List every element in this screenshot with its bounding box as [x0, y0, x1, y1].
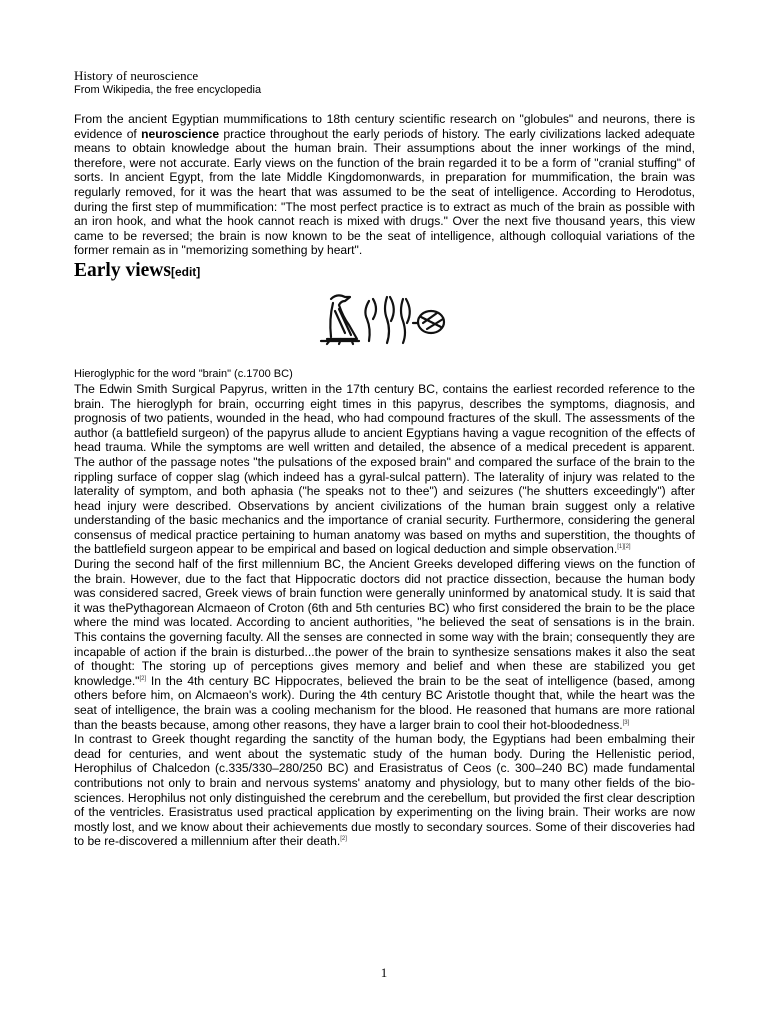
- paragraph-text: The Edwin Smith Surgical Papyrus, written in the 17th century BC, contains the earliest recorded reference to the brain. The hieroglyph for brain, occurring eight times in this papyrus, describes the symptoms, diagnosis, and prognosis of two patients, wounded in the head, who had compound fractures of the skull. The assessments of the author (a battlefield surgeon) of the papyrus allude to ancient Egyptians having a vague recognition of the effects of head trauma. While the symptoms are well written and detailed, the absence of a medical precedent is apparent. The author of the passage notes "the pulsations of the exposed brain" and compared the surface of the brain to the rippling surface of copper slag (which indeed has a gyral-sulcal pattern). The laterality of injury was related to the laterality of symptom, and both aphasia ("he speaks not to thee") and seizures ("he shutters exceedingly") after head injury were described. Observations by ancient civilizations of the human brain suggest only a relative understanding of the basic mechanics and the importance of cranial security. Furthermore, considering the general consensus of medical practice pertaining to human anatomy was based on myths and superstition, the thoughts of the battlefield surgeon appear to be empirical and based on logical deduction and simple observation.: [74, 381, 695, 557]
- document-title: History of neuroscience: [74, 68, 199, 83]
- paragraph-hellenistic: [74, 732, 695, 849]
- paragraph-papyrus: [74, 382, 695, 557]
- citation-link[interactable]: [1][2]: [617, 544, 631, 551]
- page-number: 1: [380, 965, 388, 980]
- hieroglyph-brain-icon: [317, 289, 457, 347]
- intro-text-end: practice throughout the early periods of history. The early civilizations lacked adequate means to obtain knowledge about the human brain. Their assumptions about the inner workings of the mind, therefore, were not accurate. Early views on the function of the brain regarded it to be a form of "cranial stuffing" of sorts. In ancient Egypt, from the late Middle Kingdomonwards, in preparation for mummification, the brain was regularly removed, for it was the heart that was assumed to be the seat of intelligence. According to Herodotus, during the first step of mummification: "The most perfect practice is to extract as much of the brain as possible with an iron hook, and what the hook cannot reach is mixed with drugs." Over the next five thousand years, this view came to be reversed; the brain is now known to be the seat of intelligence, although colloquial variations of the former remain as in "memorizing something by heart".: [74, 126, 696, 258]
- paragraph-text-continued: In the 4th century BC Hippocrates, believed the brain to be the seat of intelligence (based, among others before him, on Alcmaeon's work). During the 4th century BC Aristotle thought that, while the heart was the seat of intelligence, the brain was a cooling mechanism for the blood. He reasoned that humans are more rational than the beasts because, among other reasons, they have a larger brain to cool their hot-bloodedness.: [74, 673, 695, 732]
- citation-link[interactable]: [2]: [139, 675, 147, 682]
- section-heading: [74, 260, 695, 283]
- intro-text-start: From the ancient Egyptian mummifications to 18th century scientific research on "globules" and neurons, there is evidence of: [74, 112, 695, 141]
- hieroglyph-figure: [74, 287, 695, 351]
- intro-paragraph: [74, 112, 695, 258]
- paragraph-text: During the second half of the first millennium BC, the Ancient Greeks developed differing views on the function of the brain. However, due to the fact that Hippocratic doctors did not practice dissection, because the human body was considered sacred, Greek views of brain function were generally uninformed by anatomical study. It is said that it was thePythagorean Alcmaeon of Croton (6th and 5th centuries BC) who first considered the brain to be the place where the mind was located. According to ancient authorities, "he believed the seat of sensations is in the brain. This contains the governing faculty. All the senses are connected in some way with the brain; consequently they are incapable of action if the brain is disturbed...the power of the brain to synthesize sensations makes it also the seat of thought: The storing up of perceptions gives memory and belief and when these are stabilized you get knowledge.": [74, 557, 695, 688]
- document-subtitle: From Wikipedia, the free encyclopedia: [74, 84, 262, 96]
- edit-link[interactable]: [edit]: [170, 264, 201, 279]
- citation-link[interactable]: [3]: [622, 719, 630, 726]
- intro-bold-term: neuroscience: [141, 126, 220, 141]
- paragraph-text: In contrast to Greek thought regarding the sanctity of the human body, the Egyptians had been embalming their dead for centuries, and went about the systematic study of the human body. During the Hellenistic period, Herophilus of Chalcedon (c.335/330–280/250 BC) and Erasistratus of Ceos (c. 300–240 BC) made fundamental contributions not only to brain and nervous systems' anatomy and physiology, but to many other fields of the bio-sciences. Herophilus not only distinguished the cerebrum and the cerebellum, but provided the first clear description of the ventricles. Erasistratus used practical application by experimenting on the living brain. Their works are now mostly lost, and we know about their achievements due mostly to secondary sources. Some of their discoveries had to be re-discovered a millennium after their death.: [74, 732, 695, 849]
- section-heading-text: Early views: [74, 259, 171, 281]
- paragraph-greeks: [74, 557, 695, 732]
- document-page: [74, 68, 695, 849]
- figure-caption: Hieroglyphic for the word "brain" (c.1700 BC): [74, 367, 293, 380]
- citation-link[interactable]: [2]: [340, 836, 347, 843]
